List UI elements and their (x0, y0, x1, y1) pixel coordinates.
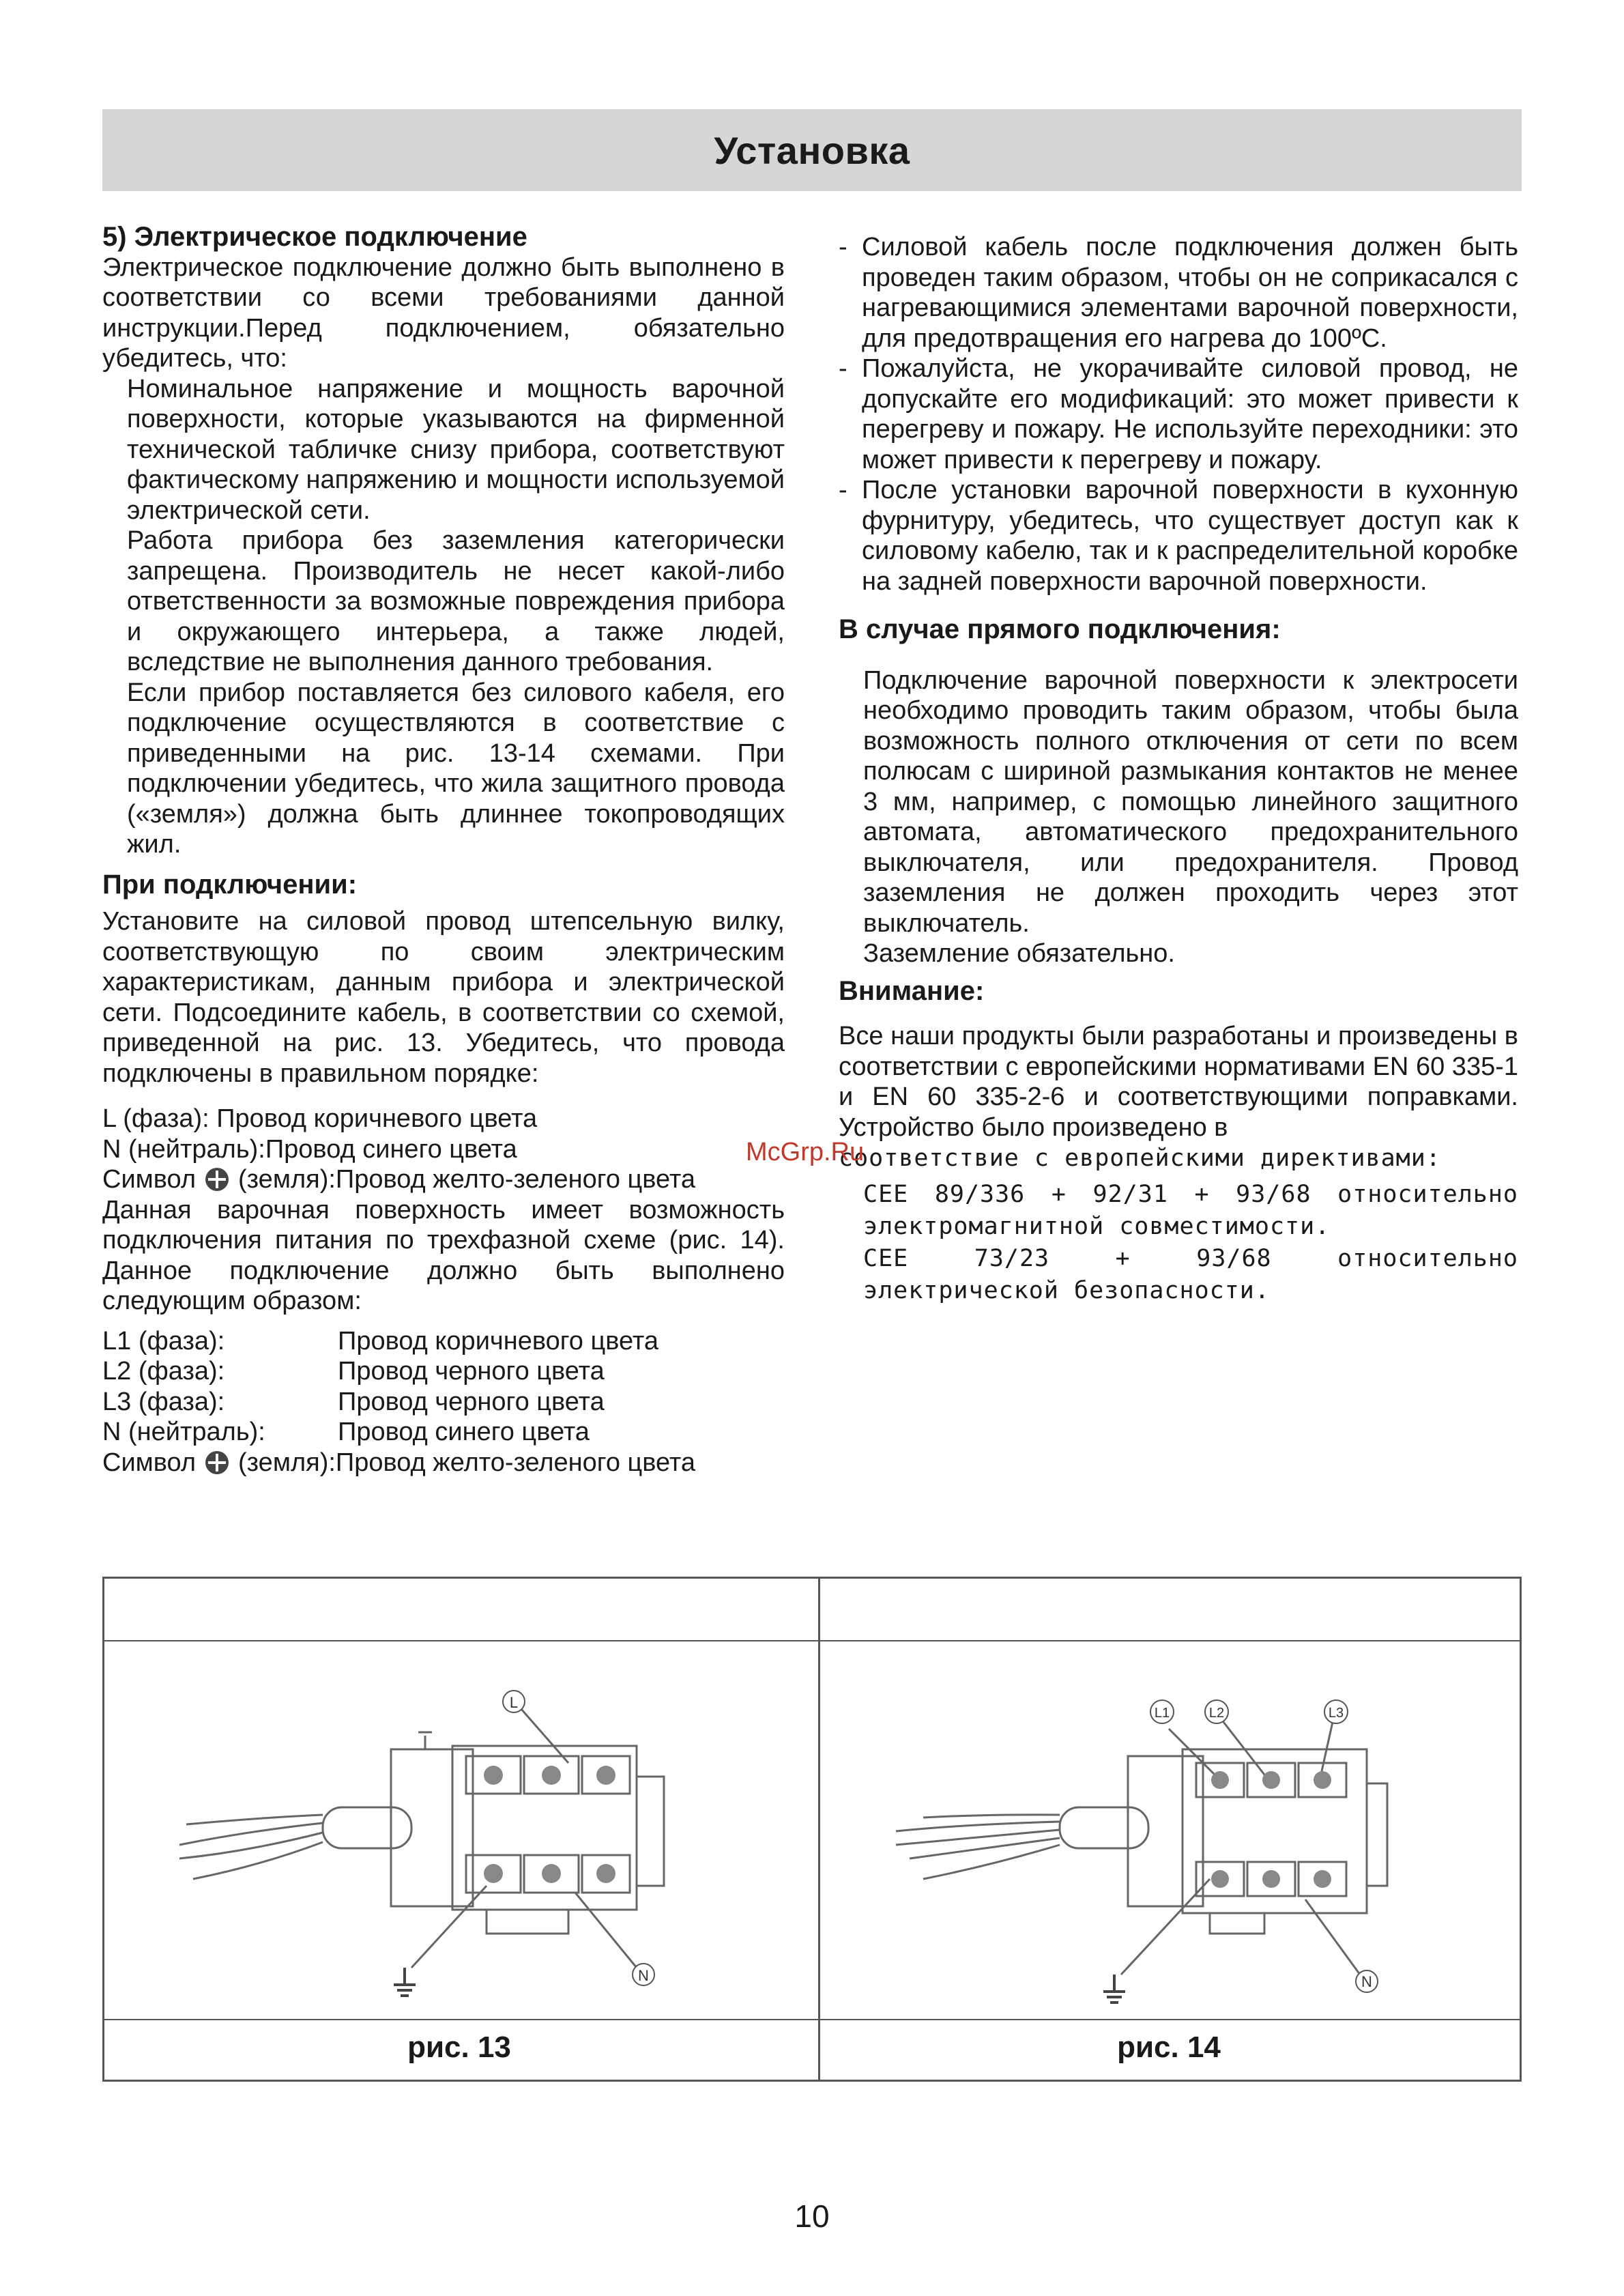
label-l1: L1 (1154, 1706, 1170, 1721)
right-column (839, 232, 1518, 1307)
wiring-diagram-fig14 (882, 1654, 1469, 2009)
symbol-label: Символ (102, 1165, 197, 1194)
section-heading: 5) Электрическое подключение (102, 222, 527, 252)
page-title: Установка (714, 129, 910, 172)
left-column (102, 222, 785, 1478)
bullet-access: - После установки варочной поверхности в кухонную фурнитуру, убедитесь, что существует доступ как к силовому кабелю, так и к распределительной коробке на задней поверхности варочной поверхности. (839, 476, 1518, 596)
earth-text: (земля):Провод желто-зеленого цвета (238, 1448, 696, 1477)
wiring-diagram-fig13 (166, 1654, 753, 2009)
voltage-paragraph: Номинальное напряжение и мощность варочной поверхности, которые указываются на фирменной технической табличке снизу прибора, соответствуют фактическому напряжению и мощности используемой электрической сети. (127, 374, 785, 525)
caption-fig14: рис. 14 (1117, 2030, 1221, 2064)
intro-paragraph: Электрическое подключение должно быть выполнено в соответствии со всеми требованиями данной инструкции.Перед подключением, обязательно убедитесь, что: (102, 253, 785, 373)
connection-heading: При подключении: (102, 869, 358, 900)
attention-heading: Внимание: (839, 975, 985, 1006)
directive-safety: CEE 73/23 + 93/68 относительно электрической безопасности. (863, 1245, 1518, 1304)
label-l: L (509, 1694, 519, 1711)
plug-paragraph: Установите на силовой провод штепсельную вилку, соответствующую по своим электрическим характеристикам, данным прибора и электрической сети. Подсоедините кабель, в соответствии со схемой, приведенной на рис. 13. Убедитесь, что провода подключены в правильном порядке: (102, 907, 785, 1088)
directive-emc: CEE 89/336 + 92/31 + 93/68 относительно электромагнитной совместимости. (863, 1181, 1518, 1240)
figures-table (102, 1577, 1522, 2082)
standards-paragraph: Все наши продукты были разработаны и произведены в соответствии с европейскими нормативами EN 60 335-1 и EN 60 335-2-6 и соответствующими поправками. Устройство было произведено в (839, 1022, 1518, 1142)
label-n: N (638, 1967, 649, 1984)
earth-symbol-icon (205, 1168, 229, 1191)
three-phase-paragraph: Данная варочная поверхность имеет возможность подключения питания по трехфазной схеме (рис. 14). Данное подключение должно быть выполнено следующим образом: (102, 1195, 785, 1315)
direct-connection-heading: В случае прямого подключения: (839, 614, 1281, 644)
earth-symbol-icon (1103, 1975, 1125, 2003)
page-number: 10 (794, 2198, 830, 2234)
earthing-required: Заземление обязательно. (863, 939, 1175, 968)
earth-symbol-icon (394, 1968, 416, 1996)
bullet-no-modification: - Пожалуйста, не укорачивайте силовой провод, не допускайте его модификаций: это может привести к перегреву и пожару. Не используйте переходники: это может привести к перегреву и пожару. (839, 354, 1518, 474)
label-n: N (1361, 1973, 1372, 1990)
wire-n: N (нейтраль):Провод синего цвета (102, 1134, 517, 1164)
earth-text: (земля):Провод желто-зеленого цвета (238, 1165, 696, 1194)
grounding-paragraph: Работа прибора без заземления категорически запрещена. Производитель не несет какой-либо ответственности за возможные повреждения прибора и окружающего интерьера, а также людей, вследствие не выполнения данного требования. (127, 526, 785, 676)
earth-symbol-icon (205, 1451, 229, 1474)
caption-fig13: рис. 13 (407, 2030, 511, 2064)
cable-paragraph: Если прибор поставляется без силового кабеля, его подключение осуществляются в соответствие с приведенными на рис. 13-14 схемами. При подключении убедитесь, что жила защитного провода («земля») должна быть длиннее токопроводящих жил. (127, 678, 785, 859)
phase-row: N (нейтраль): Провод синего цвета (102, 1418, 590, 1446)
directives-line: соответствие с европейскими директивами: (839, 1145, 1441, 1172)
wire-l: L (фаза): Провод коричневого цвета (102, 1104, 538, 1133)
wire-earth (102, 1164, 785, 1195)
label-l2: L2 (1208, 1706, 1225, 1721)
phase-row: L3 (фаза): Провод черного цвета (102, 1387, 605, 1416)
phase-row: L1 (фаза): Провод коричневого цвета (102, 1326, 658, 1355)
label-l3: L3 (1328, 1706, 1344, 1721)
watermark: McGrp.Ru (746, 1138, 865, 1166)
phase-row: L2 (фаза): Провод черного цвета (102, 1357, 605, 1386)
header-banner (102, 109, 1522, 191)
direct-connection-paragraph: Подключение варочной поверхности к электросети необходимо проводить таким образом, чтобы была возможность полного отключения от сети по всем полюсам с шириной размыкания контактов не менее 3 мм, например, с помощью линейного защитного автомата, автоматического предохранительного выключателя, или предохранителя. Провод заземления не должен проходить через этот выключатель. (863, 665, 1518, 938)
symbol-label: Символ (102, 1448, 197, 1477)
bullet-cable-routing: - Силовой кабель после подключения должен быть проведен таким образом, чтобы он не соприкасался с нагревающимися элементами варочной поверхности, для предотвращения его нагрева до 100ºС. (839, 233, 1518, 353)
wire-earth-2 (102, 1448, 785, 1478)
